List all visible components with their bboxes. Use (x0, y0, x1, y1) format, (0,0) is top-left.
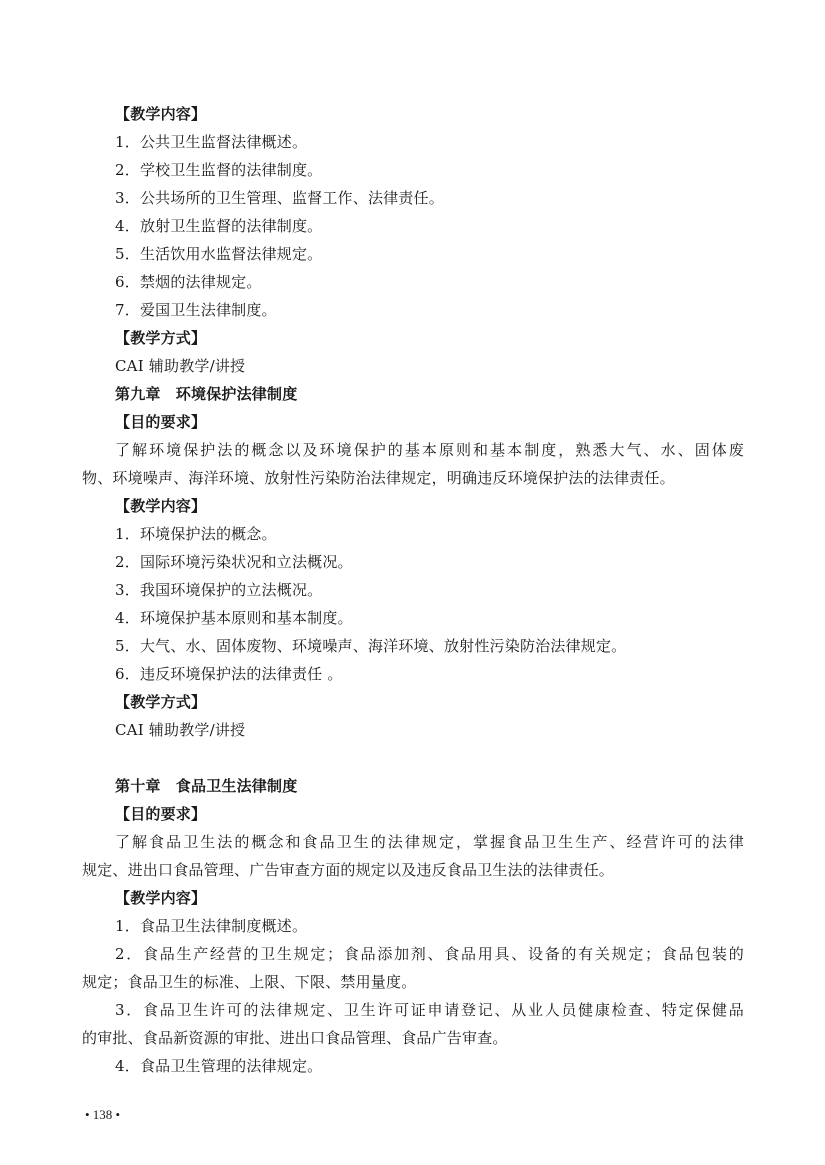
section-heading: 【目的要求】 (115, 805, 207, 823)
paragraph-line: 了解环境保护法的概念以及环境保护的基本原则和基本制度，熟悉大气、水、固体废 (115, 441, 744, 459)
page-number: • 138 • (85, 1107, 121, 1122)
list-item: 2．学校卫生监督的法律制度。 (115, 161, 323, 179)
list-item: 6．禁烟的法律规定。 (115, 273, 262, 291)
section-heading: 【目的要求】 (115, 413, 207, 431)
list-item: 1．公共卫生监督法律概述。 (115, 133, 308, 151)
list-item: 3．公共场所的卫生管理、监督工作、法律责任。 (115, 189, 444, 207)
list-item: 7．爱国卫生法律制度。 (115, 301, 277, 319)
list-item: 4．放射卫生监督的法律制度。 (115, 217, 323, 235)
section-heading: 【教学内容】 (115, 889, 207, 907)
teaching-method-text: CAI 辅助教学/讲授 (115, 357, 246, 375)
list-item: 4．环境保护基本原则和基本制度。 (115, 609, 353, 627)
paragraph-line: 物、环境噪声、海洋环境、放射性污染防治法律规定，明确违反环境保护法的法律责任。 (82, 469, 675, 487)
list-item-continuation: 规定；食品卫生的标准、上限、下限、禁用量度。 (82, 973, 417, 991)
list-item: 5．生活饮用水监督法律规定。 (115, 245, 323, 263)
list-item: 5．大气、水、固体废物、环境噪声、海洋环境、放射性污染防治法律规定。 (115, 637, 627, 655)
list-item: 1．环境保护法的概念。 (115, 525, 277, 543)
list-item: 1．食品卫生法律制度概述。 (115, 917, 308, 935)
list-item: 4．食品卫生管理的法律规定。 (115, 1057, 323, 1075)
section-heading: 【教学内容】 (115, 105, 207, 123)
section-heading: 【教学方式】 (115, 693, 207, 711)
list-item: 6．违反环境保护法的法律责任 。 (115, 665, 343, 683)
teaching-method-text: CAI 辅助教学/讲授 (115, 721, 246, 739)
list-item-continuation: 的审批、食品新资源的审批、进出口食品管理、食品广告审查。 (82, 1029, 508, 1047)
list-item: 2．食品生产经营的卫生规定；食品添加剂、食品用具、设备的有关规定；食品包装的 (115, 945, 744, 963)
paragraph-line: 规定、进出口食品管理、广告审查方面的规定以及违反食品卫生法的法律责任。 (82, 861, 615, 879)
section-heading: 【教学方式】 (115, 329, 207, 347)
list-item: 3．我国环境保护的立法概况。 (115, 581, 323, 599)
paragraph-line: 了解食品卫生法的概念和食品卫生的法律规定，掌握食品卫生生产、经营许可的法律 (115, 833, 744, 851)
chapter-title: 第十章 食品卫生法律制度 (115, 777, 298, 795)
list-item: 3．食品卫生许可的法律规定、卫生许可证申请登记、从业人员健康检查、特定保健品 (115, 1001, 744, 1019)
list-item: 2．国际环境污染状况和立法概况。 (115, 553, 353, 571)
chapter-title: 第九章 环境保护法律制度 (115, 385, 298, 403)
section-heading: 【教学内容】 (115, 497, 207, 515)
